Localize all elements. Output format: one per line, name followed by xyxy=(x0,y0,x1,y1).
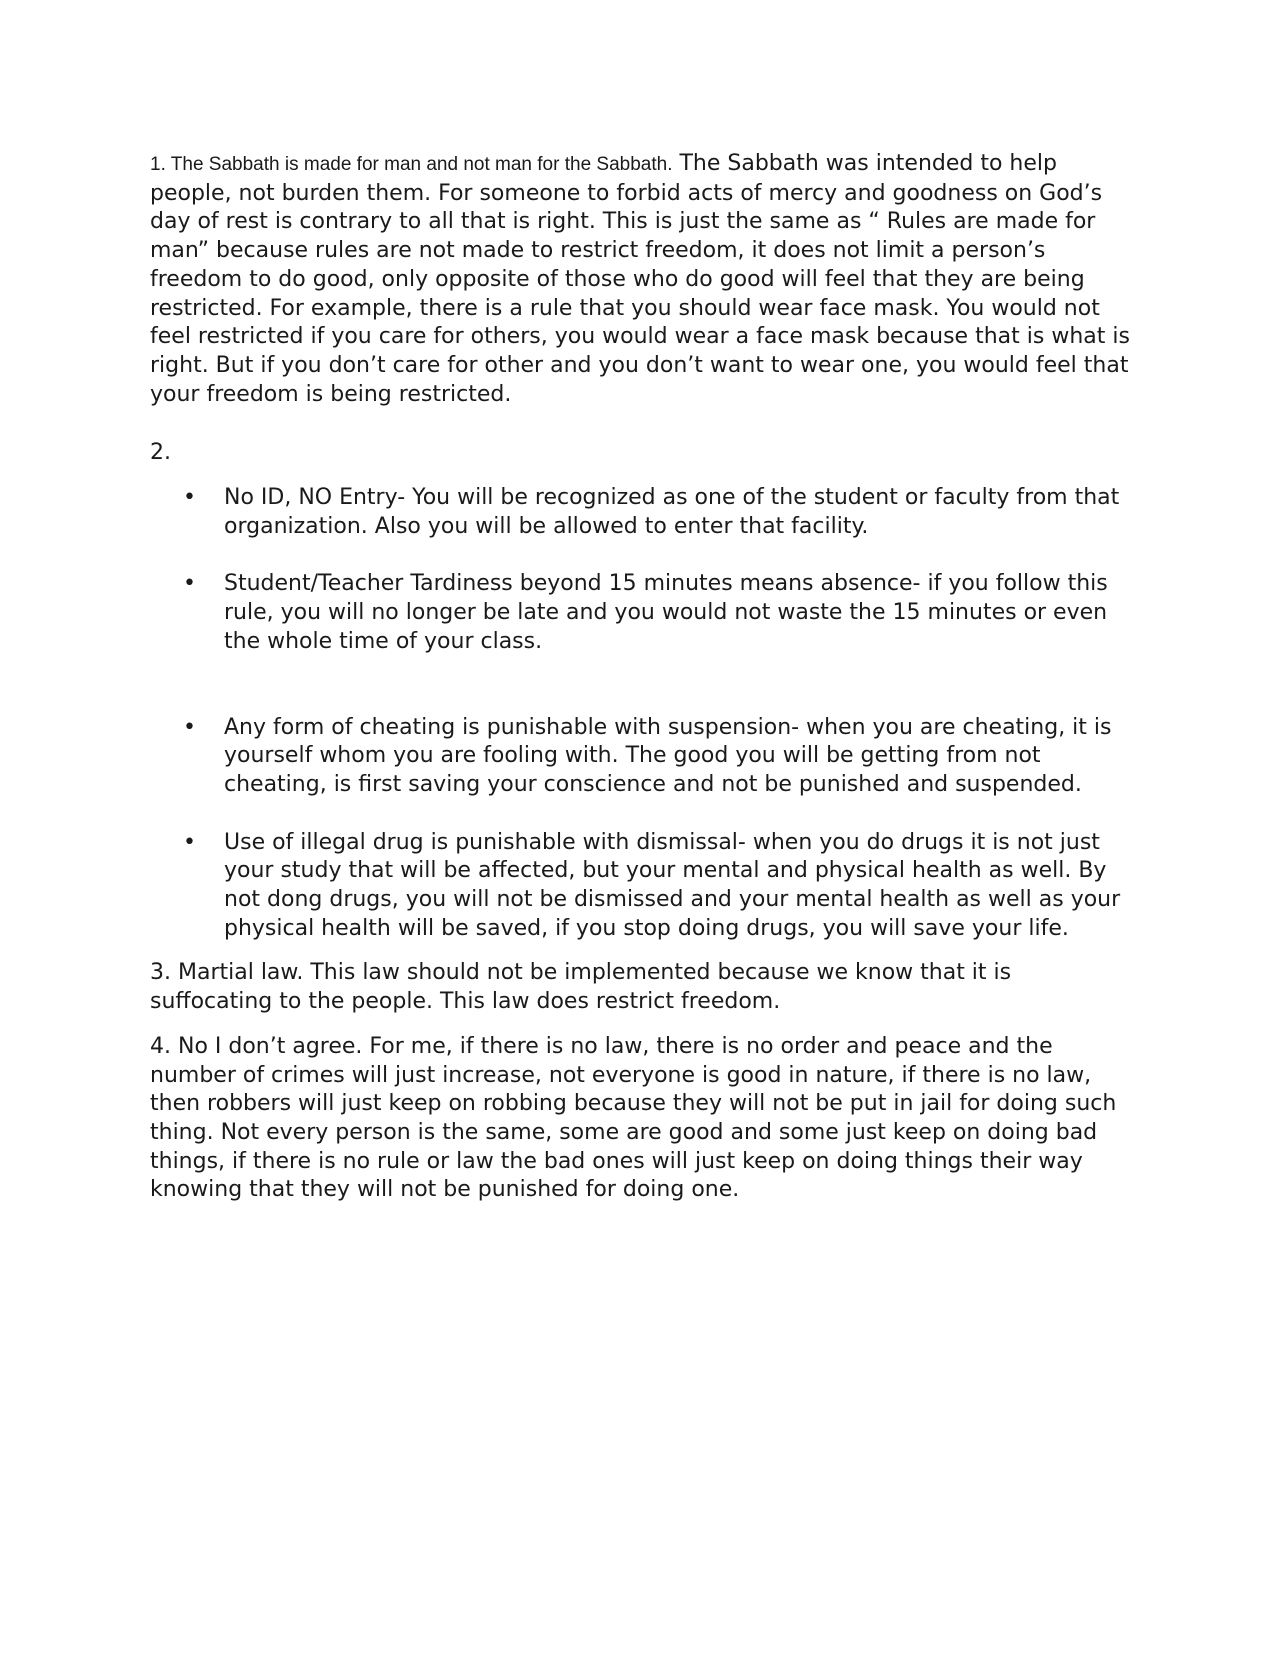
list-item xyxy=(150,714,1130,800)
list-item xyxy=(150,829,1130,944)
answer-1-lead: 1. The Sabbath is made for man and not man for the Sabbath. xyxy=(150,154,673,175)
list-item-text: Use of illegal drug is punishable with dismissal- when you do drugs it is not just your study that will be affected, but your mental and physical health as well. By not dong drugs, you will not be dismissed and your mental health as well as your physical health will be saved, if you stop doing drugs, you will save your life. xyxy=(224,829,1121,941)
answer-1-text: The Sabbath was intended to help people, not burden them. For someone to forbid acts of mercy and goodness on God’s day of rest is contrary to all that is right. This is just the same as “ Rules are made for man” because rules are not made to restrict freedom, it does not limit a person’s freedom to do good, only opposite of those who do good will feel that they are being restricted. For example, there is a rule that you should wear face mask. You would not feel restricted if you care for others, you would wear a face mask because that is what is right. But if you don’t care for other and you don’t want to wear one, you would feel that your freedom is being restricted. xyxy=(150,151,1130,407)
answer-3-paragraph: 3. Martial law. This law should not be implemented because we know that it is suffocating to the people. This law does restrict freedom. xyxy=(150,960,1012,1015)
answer-2-list xyxy=(150,484,1130,943)
list-item-text: Any form of cheating is punishable with suspension- when you are cheating, it is yourself whom you are fooling with. The good you will be getting from not cheating, is first saving your conscience and not be punished and suspended. xyxy=(224,714,1112,797)
answer-4-paragraph: 4. No I don’t agree. For me, if there is no law, there is no order and peace and the number of crimes will just increase, not everyone is good in nature, if there is no law, then robbers will just keep on robbing because they will not be put in jail for doing such thing. Not every person is the same, some are good and some just keep on doing bad things, if there is no rule or law the bad ones will just keep on doing things their way knowing that they will not be punished for doing one. xyxy=(150,1033,1117,1203)
bullet-icon: • xyxy=(183,571,196,597)
document-body xyxy=(150,150,1130,1205)
list-item-text: No ID, NO Entry- You will be recognized as one of the student or faculty from that organization. Also you will be allowed to enter that facility. xyxy=(224,485,1120,539)
list-item-text: Student/Teacher Tardiness beyond 15 minutes means absence- if you follow this rule, you will no longer be late and you would not waste the 15 minutes or even the whole time of your class. xyxy=(224,571,1108,654)
answer-1-paragraph xyxy=(150,150,1130,409)
list-item xyxy=(150,484,1130,541)
bullet-icon: • xyxy=(183,829,196,855)
list-item xyxy=(150,570,1130,656)
bullet-icon: • xyxy=(183,485,196,511)
answer-2-label: 2. xyxy=(150,440,171,466)
bullet-icon: • xyxy=(183,714,196,740)
